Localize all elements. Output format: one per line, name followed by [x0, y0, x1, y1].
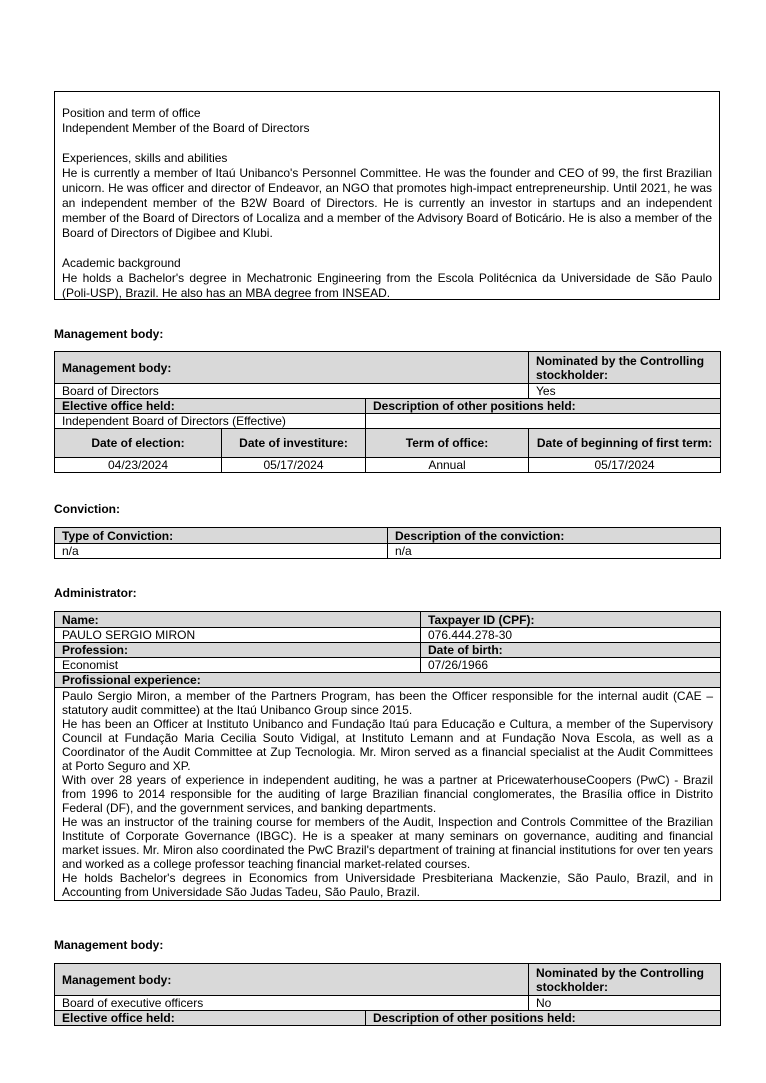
- experience-paragraph: He has been an Officer at Instituto Unibanco and Fundação Itaú para Educação e Cultura, a member of the Supervisory Council at Fundação Maria Cecilia Souto Vidigal, at Instituto Lemann and at Fundação Nova Escola, as well as a Coordinator of the Audit Committee at Zup Tecnologia. Mr. Miron served as a financial specialist at the Audit Committees at Porto Seguro and XP.: [62, 717, 713, 773]
- conviction-desc-label: Description of the conviction:: [388, 528, 721, 544]
- management-body-table: [54, 351, 721, 473]
- bio-box: [54, 91, 720, 300]
- nominated-value: Yes: [529, 384, 721, 399]
- name-value: PAULO SERGIO MIRON: [55, 628, 421, 643]
- administrator-table: [54, 611, 721, 901]
- experience-paragraph: He was an instructor of the training course for members of the Audit, Inspection and Controls Committee of the Brazilian Institute of Corporate Governance (IBGC). He is a speaker at many seminars on governance, auditing and financial market issues. Mr. Miron also coordinated the PwC Brazil's department of training at financial institutions for over ten years and worked as a college professor teaching financial market-related courses.: [62, 815, 713, 871]
- investiture-date-value: 05/17/2024: [222, 458, 366, 473]
- experience-paragraph: With over 28 years of experience in independent auditing, he was a partner at PricewaterhouseCoopers (PwC) - Brazil from 1996 to 2014 responsible for the auditing of large Brazilian financial conglomerates, the Brasília office in Distrito Federal (DF), and the government services, and banking departments.: [62, 773, 713, 815]
- administrator-heading: Administrator:: [54, 586, 137, 600]
- management-body-table-2: [54, 963, 721, 1026]
- experience-cell: [55, 688, 721, 901]
- elective-office-value: Independent Board of Directors (Effective): [55, 414, 366, 429]
- first-term-date-label: Date of beginning of first term:: [529, 429, 721, 458]
- conviction-type-label: Type of Conviction:: [55, 528, 388, 544]
- conviction-heading: Conviction:: [54, 502, 120, 516]
- experience-paragraph: Paulo Sergio Miron, a member of the Partners Program, has been the Officer responsible for the internal audit (CAE – statutory audit committee) at the Itaú Unibanco Group since 2015.: [62, 689, 713, 717]
- management-body-value-2: Board of executive officers: [55, 996, 529, 1011]
- term-of-office-value: Annual: [366, 458, 529, 473]
- conviction-desc-value: n/a: [388, 544, 721, 559]
- other-positions-value: [366, 414, 721, 429]
- experience-paragraph: He holds Bachelor's degrees in Economics from Universidade Presbiteriana Mackenzie, São Paulo, Brazil, and in Accounting from Universidade São Judas Tadeu, São Paulo, Brazil.: [62, 871, 713, 899]
- academic-label: Academic background: [62, 256, 181, 270]
- birth-date-label: Date of birth:: [421, 643, 721, 658]
- cpf-label: Taxpayer ID (CPF):: [421, 612, 721, 628]
- position-label: Position and term of office: [62, 106, 201, 120]
- position-value: Independent Member of the Board of Directors: [62, 121, 310, 135]
- experience-label: Profissional experience:: [55, 673, 721, 688]
- birth-date-value: 07/26/1966: [421, 658, 721, 673]
- experience-text: He is currently a member of Itaú Unibanco's Personnel Committee. He was the founder and CEO of 99, the first Brazilian unicorn. He was officer and director of Endeavor, an NGO that promotes high-impact entrepreneurship. Until 2021, he was an independent member of the B2W Board of Directors. He is currently an investor in startups and an independent member of the Board of Directors of Localiza and a member of the Advisory Board of Boticário. He is also a member of the Board of Directors of Digibee and Klubi.: [62, 166, 712, 240]
- investiture-date-label: Date of investiture:: [222, 429, 366, 458]
- other-positions-label-2: Description of other positions held:: [366, 1011, 721, 1026]
- nominated-label-2: Nominated by the Controlling stockholder:: [529, 964, 721, 996]
- elective-office-label-2: Elective office held:: [55, 1011, 366, 1026]
- management-body-value: Board of Directors: [55, 384, 529, 399]
- management-body-heading-2: Management body:: [54, 938, 164, 952]
- nominated-label: Nominated by the Controlling stockholder:: [529, 352, 721, 384]
- profession-value: Economist: [55, 658, 421, 673]
- academic-text: He holds a Bachelor's degree in Mechatronic Engineering from the Escola Politécnica da Universidade de São Paulo (Poli-USP), Brazil. He also has an MBA degree from INSEAD.: [62, 271, 712, 300]
- nominated-value-2: No: [529, 996, 721, 1011]
- name-label: Name:: [55, 612, 421, 628]
- conviction-table: [54, 527, 721, 559]
- experience-label: Experiences, skills and abilities: [62, 151, 228, 165]
- cpf-value: 076.444.278-30: [421, 628, 721, 643]
- election-date-label: Date of election:: [55, 429, 222, 458]
- profession-label: Profession:: [55, 643, 421, 658]
- management-body-heading: Management body:: [54, 327, 164, 341]
- first-term-date-value: 05/17/2024: [529, 458, 721, 473]
- other-positions-label: Description of other positions held:: [366, 399, 721, 414]
- management-body-label-2: Management body:: [55, 964, 529, 996]
- term-of-office-label: Term of office:: [366, 429, 529, 458]
- management-body-label: Management body:: [55, 352, 529, 384]
- elective-office-label: Elective office held:: [55, 399, 366, 414]
- election-date-value: 04/23/2024: [55, 458, 222, 473]
- conviction-type-value: n/a: [55, 544, 388, 559]
